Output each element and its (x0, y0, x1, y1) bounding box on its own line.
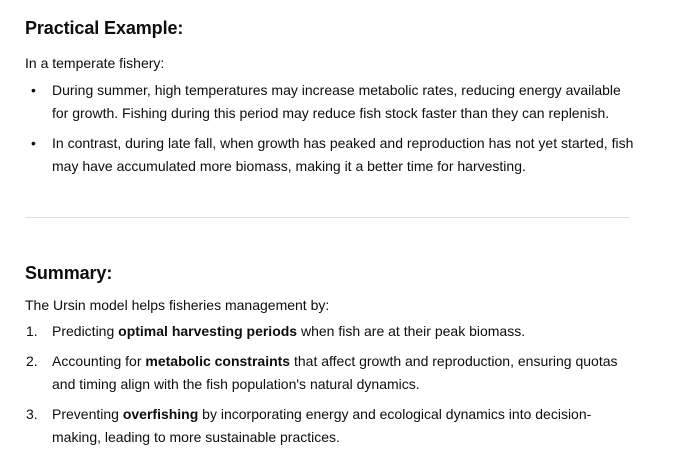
practical-example-intro: In a temperate fishery: (25, 55, 165, 71)
list-item-text: Accounting for metabolic constraints that affect growth and reproduction, ensuring quotas and timing align with the fish population's natural dynamics. (52, 353, 618, 392)
list-item-text: In contrast, during late fall, when growth has peaked and reproduction has not yet started, fish may have accumulated more biomass, making it a better time for harvesting. (52, 135, 634, 174)
bullet-icon: • (31, 82, 36, 98)
emphasis-text: optimal harvesting periods (118, 323, 298, 339)
list-item-number: 3. (26, 406, 38, 422)
list-item (25, 350, 635, 396)
summary-heading: Summary: (25, 263, 113, 283)
emphasis-text: overfishing (122, 406, 199, 422)
practical-example-heading: Practical Example: (25, 18, 184, 38)
list-item (25, 79, 635, 125)
practical-example-section (25, 0, 635, 185)
list-item (25, 132, 635, 178)
list-item-text: Preventing overfishing by incorporating energy and ecological dynamics into decision-making, leading to more sustainable practices. (52, 406, 592, 445)
section-divider (25, 217, 630, 218)
bullet-icon: • (31, 135, 36, 151)
list-item-text: During summer, high temperatures may increase metabolic rates, reducing energy available for growth. Fishing during this period may reduce fish stock faster than they can replenish. (52, 82, 621, 121)
practical-example-list (25, 79, 635, 178)
list-item (25, 320, 635, 343)
summary-section (25, 261, 635, 456)
list-item (25, 403, 635, 449)
summary-list (25, 320, 635, 449)
list-item-number: 2. (26, 353, 38, 369)
emphasis-text: metabolic constraints (145, 353, 291, 369)
summary-intro: The Ursin model helps fisheries management by: (25, 297, 330, 313)
list-item-number: 1. (26, 323, 38, 339)
list-item-text: Predicting optimal harvesting periods when fish are at their peak biomass. (52, 323, 526, 339)
